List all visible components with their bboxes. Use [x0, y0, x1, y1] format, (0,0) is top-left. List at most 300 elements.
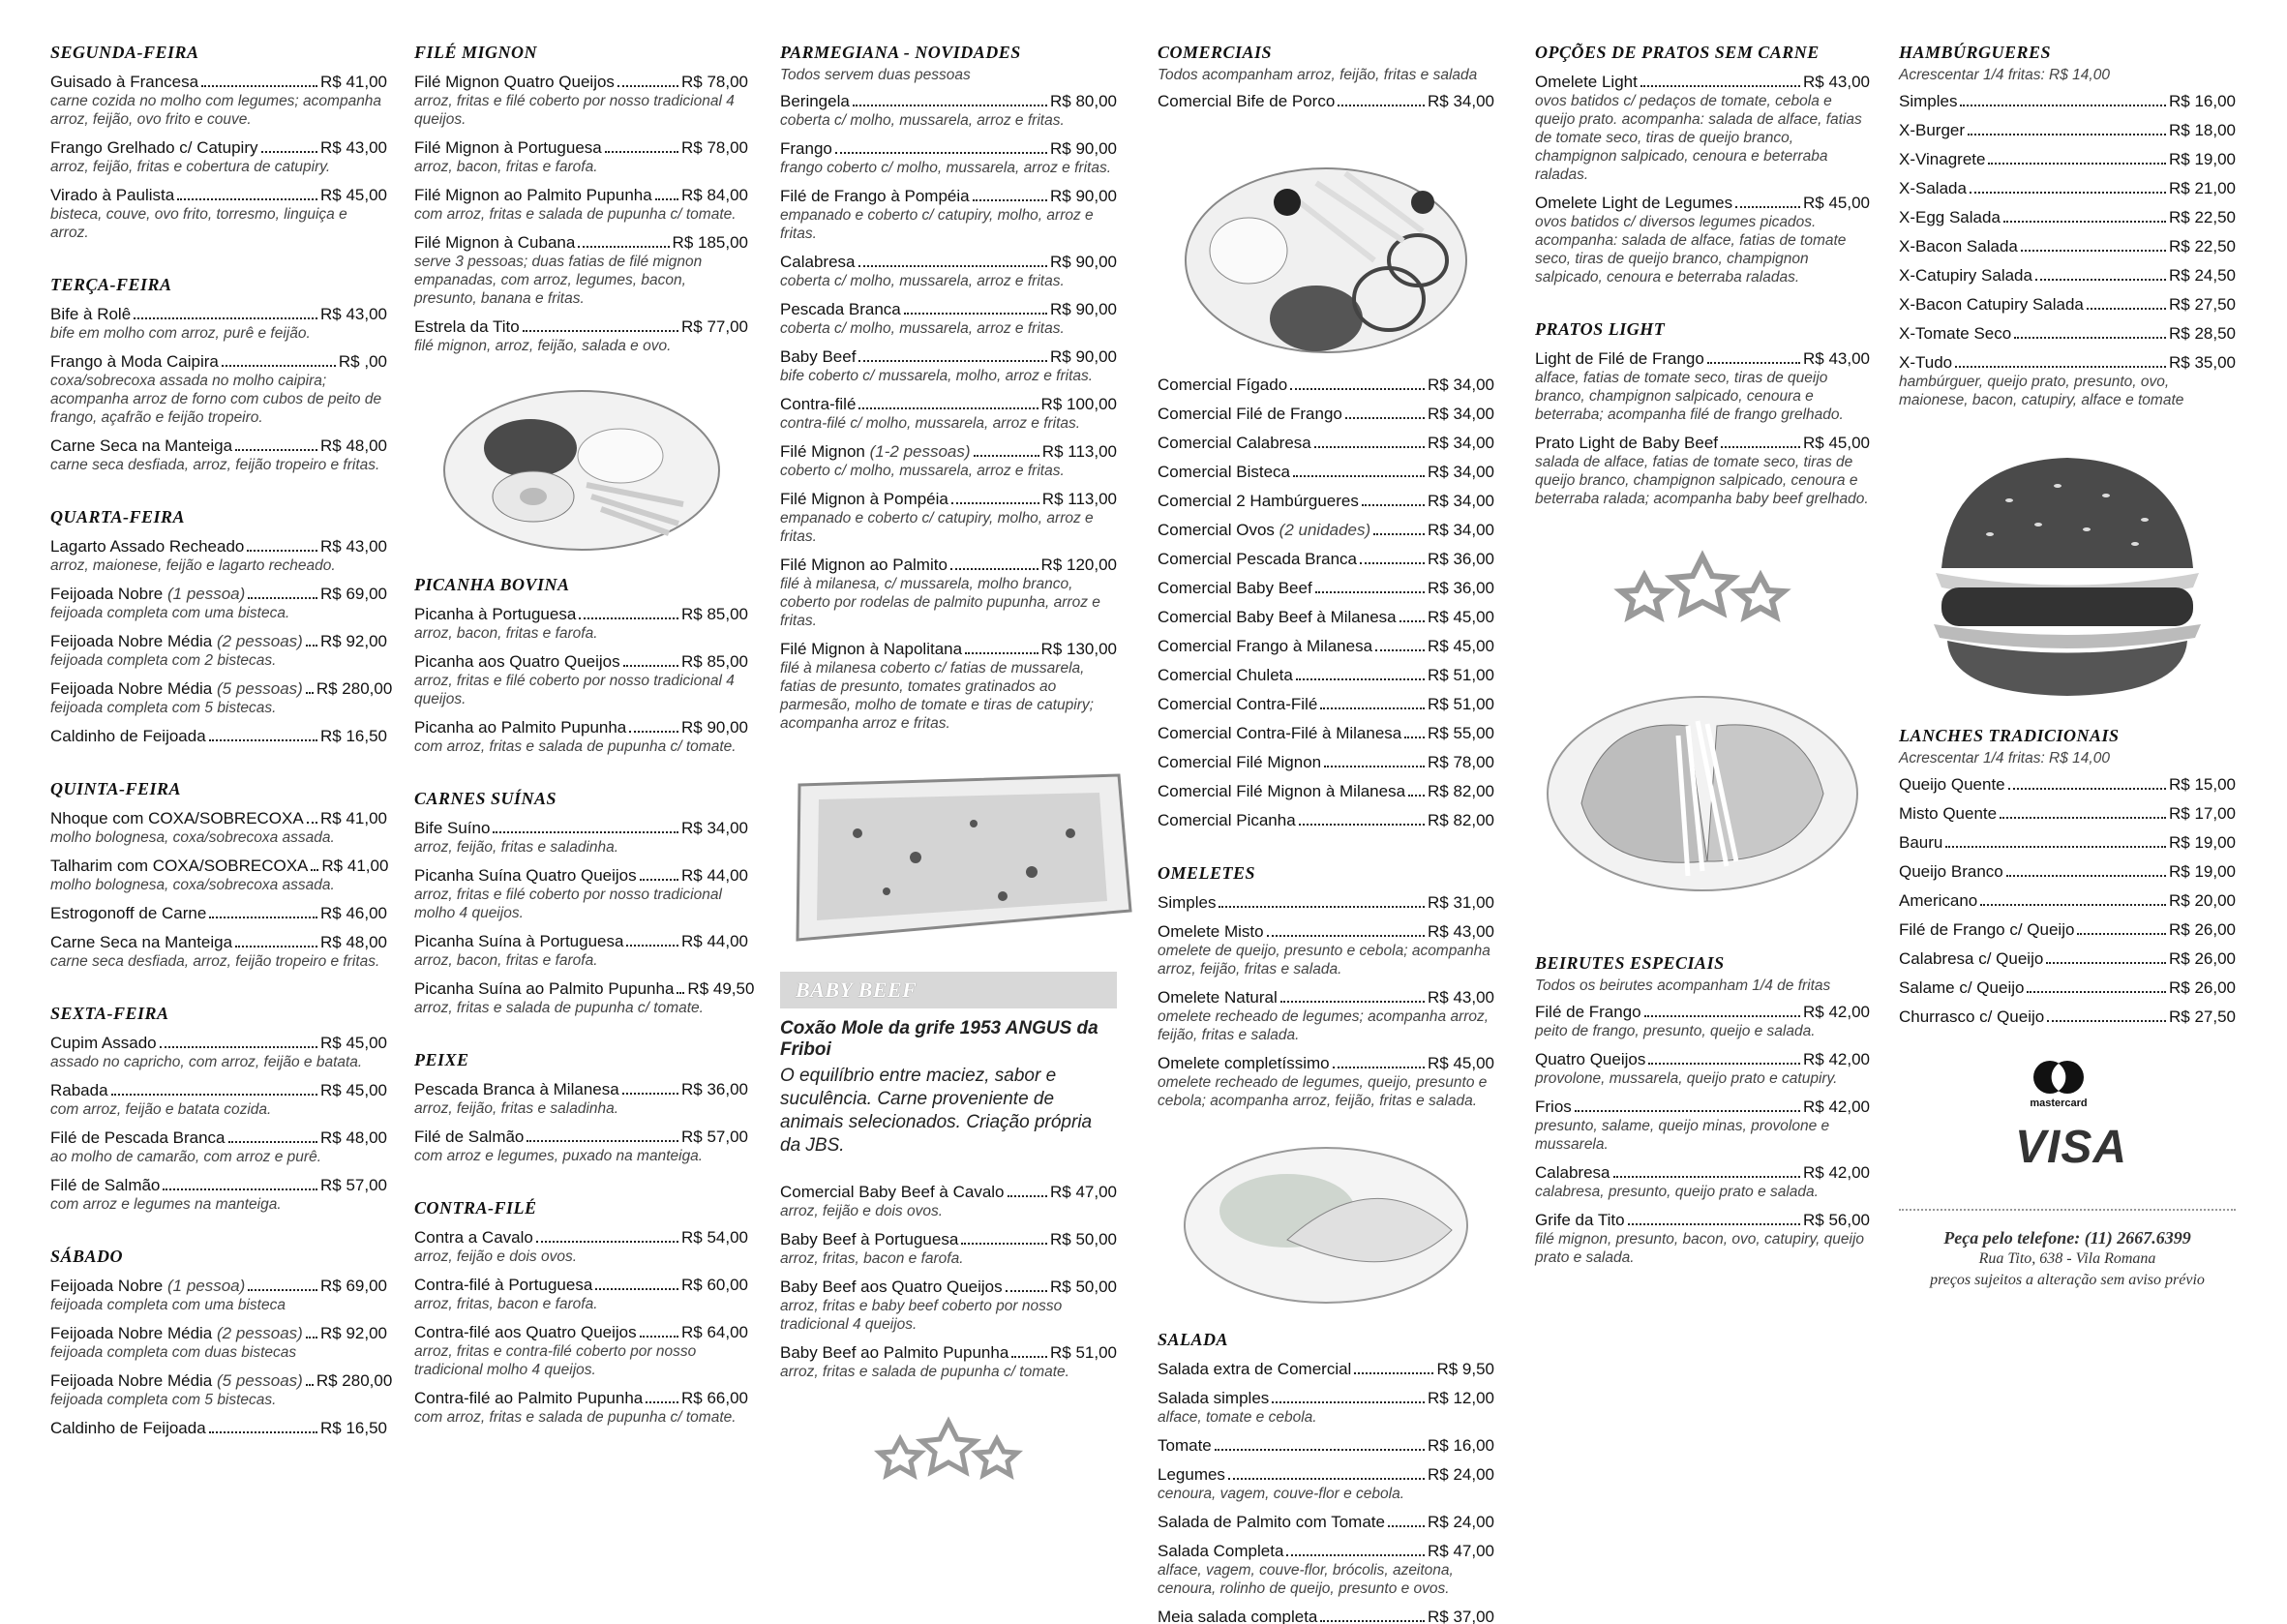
- menu-item-line: [414, 73, 748, 92]
- section-title: QUARTA-FEIRA: [50, 507, 186, 526]
- baby-beef-text: O equilíbrio entre maciez, sabor e suculência. Carne proveniente de animais selecionados. Criação própria da JBS.: [780, 1066, 1093, 1156]
- item-name-text: Contra a Cavalo: [414, 1228, 533, 1247]
- menu-section: [1158, 1330, 1494, 1624]
- item-name: [1158, 893, 1216, 913]
- item-name: [1535, 1050, 1645, 1069]
- menu-item-line: [780, 395, 1117, 414]
- menu-item-line: [414, 317, 748, 337]
- item-price: R$ 43,00: [1428, 922, 1494, 941]
- item-name: [1158, 637, 1372, 656]
- menu-item: [1899, 208, 2236, 227]
- menu-item: [1158, 1436, 1494, 1456]
- menu-item: [1158, 811, 1494, 830]
- item-description: alface, tomate e cebola.: [1158, 1409, 1317, 1426]
- item-price: R$ 90,00: [1050, 253, 1117, 271]
- menu-item: [1158, 434, 1494, 453]
- menu-item: [1158, 695, 1494, 714]
- item-description: feijoada completa com uma bisteca.: [50, 605, 290, 621]
- leader-dots: [2000, 817, 2166, 819]
- leader-dots: [677, 992, 684, 994]
- item-price: R$ 43,00: [1803, 349, 1870, 368]
- menu-column-4: [1158, 43, 1494, 1624]
- item-description: com arroz, feijão e batata cozida.: [50, 1101, 272, 1118]
- item-name: [50, 585, 245, 604]
- item-name: [50, 632, 303, 651]
- menu-column-1: [50, 43, 393, 1471]
- leader-dots: [2003, 221, 2166, 223]
- item-name-text: Comercial Baby Beef à Cavalo: [780, 1183, 1005, 1201]
- item-description: com arroz, fritas e salada de pupunha c/ tomate.: [414, 206, 737, 223]
- section-title: SEXTA-FEIRA: [50, 1004, 169, 1023]
- item-name-text: Salada Completa: [1158, 1542, 1284, 1560]
- item-price: R$ 130,00: [1040, 640, 1117, 658]
- menu-item-line: [414, 1323, 748, 1342]
- footer-note: preços sujeitos a alteração sem aviso prévio: [1930, 1272, 2205, 1288]
- menu-item-line: [50, 1128, 387, 1148]
- menu-item-line: [414, 605, 748, 624]
- menu-item: [50, 1081, 387, 1119]
- menu-item: [1158, 1054, 1494, 1110]
- item-price: R$ 35,00: [2169, 353, 2236, 372]
- menu-item-line: [414, 866, 748, 886]
- menu-item: [1899, 978, 2236, 998]
- item-name: [414, 718, 626, 737]
- menu-item: [50, 352, 387, 427]
- menu-item-line: [50, 186, 387, 205]
- item-description: omelete recheado de legumes; acompanha arroz, feijão, fritas e salada.: [1158, 1008, 1490, 1043]
- menu-item-line: [1158, 724, 1494, 743]
- item-name-text: Omelete Light: [1535, 73, 1638, 91]
- item-name-text: Filé Mignon Quatro Queijos: [414, 73, 615, 91]
- menu-item-line: [414, 138, 748, 158]
- leader-dots: [1290, 388, 1425, 390]
- item-name-text: Guisado à Francesa: [50, 73, 199, 91]
- item-price: R$ 43,00: [1428, 988, 1494, 1007]
- item-name-text: Comercial Frango à Milanesa: [1158, 637, 1373, 655]
- item-price: R$ 34,00: [1428, 376, 1494, 394]
- leader-dots: [311, 869, 318, 871]
- menu-item: [50, 679, 393, 717]
- menu-item: [1158, 92, 1494, 111]
- menu-item: [414, 1080, 748, 1118]
- item-name-text: Picanha aos Quatro Queijos: [414, 652, 620, 671]
- menu-item: [1899, 804, 2236, 824]
- item-description: carne seca desfiada, arroz, feijão tropeiro e fritas.: [50, 953, 380, 970]
- menu-item-line: [1158, 92, 1494, 111]
- item-name: [780, 395, 856, 414]
- item-name-text: Filé Mignon à Napolitana: [780, 640, 963, 658]
- item-quantity: (2 pessoas): [217, 1324, 303, 1342]
- item-name-text: Legumes: [1158, 1465, 1225, 1484]
- item-name-text: Filé Mignon à Portuguesa: [414, 138, 602, 157]
- item-name-text: Salada extra de Comercial: [1158, 1360, 1352, 1378]
- item-name-text: Omelete Misto: [1158, 922, 1264, 941]
- menu-item: [780, 300, 1117, 338]
- menu-item: [414, 1228, 748, 1266]
- leader-dots: [655, 198, 678, 200]
- menu-item-line: [780, 1230, 1117, 1249]
- item-name-text: Feijoada Nobre Média: [50, 632, 213, 650]
- menu-item-line: [1535, 1098, 1870, 1117]
- menu-item-line: [1158, 1542, 1494, 1561]
- menu-item: [414, 1389, 748, 1427]
- mastercard-logo: [2015, 1060, 2102, 1109]
- leader-dots: [578, 246, 669, 248]
- item-name: [1899, 92, 1957, 111]
- item-name-text: Feijoada Nobre Média: [50, 1324, 213, 1342]
- file-mignon-photo: [441, 388, 722, 557]
- menu-item-line: [50, 352, 387, 372]
- item-price: R$ 28,50: [2169, 324, 2236, 343]
- item-price: R$ 280,00: [316, 679, 393, 698]
- item-description: coberta c/ molho, mussarela, arroz e fritas.: [780, 273, 1065, 289]
- item-name-text: Calabresa: [1535, 1163, 1610, 1182]
- item-price: R$ 16,00: [1428, 1436, 1494, 1455]
- item-name: [1899, 775, 2005, 795]
- item-description: ovos batidos c/ pedaços de tomate, cebola e queijo prato. acompanha: salada de alface, fatias de tomate seco, tiras de queijo branco, champignon salpicado, cenoura e beterraba raladas.: [1535, 93, 1862, 183]
- section-title: SÁBADO: [50, 1247, 124, 1266]
- leader-dots: [306, 645, 317, 647]
- item-name: [1158, 550, 1357, 569]
- menu-item-line: [50, 727, 387, 746]
- menu-item: [1899, 949, 2236, 969]
- item-name-text: Picanha Suína à Portuguesa: [414, 932, 624, 950]
- item-description: hambúrguer, queijo prato, presunto, ovo, maionese, bacon, catupiry, alface e tomate: [1899, 374, 2184, 408]
- item-name: [1535, 194, 1732, 213]
- menu-item-line: [50, 1371, 393, 1391]
- item-name-text: Filé de Pescada Branca: [50, 1128, 226, 1147]
- item-price: R$ 90,00: [1050, 300, 1117, 318]
- item-quantity: (5 pessoas): [217, 679, 303, 698]
- item-price: R$ 43,00: [320, 537, 387, 556]
- item-description: arroz, fritas e filé coberto por nosso tradicional 4 queijos.: [414, 93, 735, 128]
- menu-item: [780, 395, 1117, 433]
- menu-item: [1158, 922, 1494, 978]
- leader-dots: [1644, 1015, 1800, 1017]
- item-name: [1158, 579, 1312, 598]
- menu-item: [414, 73, 748, 129]
- menu-item: [414, 718, 748, 756]
- section-title: QUINTA-FEIRA: [50, 779, 182, 798]
- item-name-text: Comercial Picanha: [1158, 811, 1296, 829]
- menu-item: [1158, 637, 1494, 656]
- item-price: R$ 82,00: [1428, 782, 1494, 800]
- item-name-text: Picanha ao Palmito Pupunha: [414, 718, 627, 737]
- menu-item-line: [1158, 608, 1494, 627]
- item-price: R$ 47,00: [1050, 1183, 1117, 1201]
- menu-item: [1899, 833, 2236, 853]
- item-price: R$ 36,00: [1428, 550, 1494, 568]
- menu-item-line: [1158, 579, 1494, 598]
- item-price: R$ 17,00: [2169, 804, 2236, 823]
- item-price: R$ 27,50: [2169, 1007, 2236, 1026]
- item-name: [1158, 463, 1290, 482]
- menu-item-line: [50, 1081, 387, 1100]
- item-name: [1535, 1163, 1610, 1183]
- leader-dots: [493, 831, 678, 833]
- leader-dots: [1314, 446, 1425, 448]
- menu-item-line: [780, 253, 1117, 272]
- menu-item: [414, 186, 748, 224]
- burger-photo: [1912, 442, 2222, 708]
- item-price: R$ 42,00: [1803, 1163, 1870, 1182]
- item-name-text: Meia salada completa: [1158, 1608, 1318, 1624]
- menu-item: [50, 1176, 387, 1214]
- leader-dots: [1360, 562, 1425, 564]
- item-name: [50, 186, 174, 205]
- menu-item: [780, 556, 1117, 630]
- menu-item-line: [1158, 1054, 1494, 1073]
- item-name: [50, 727, 206, 746]
- menu-item-line: [780, 556, 1117, 575]
- item-name-text: X-Catupiry Salada: [1899, 266, 2032, 285]
- menu-item-line: [50, 1034, 387, 1053]
- menu-item-line: [780, 139, 1117, 159]
- menu-item-line: [1899, 179, 2236, 198]
- menu-item-line: [50, 1324, 387, 1343]
- item-description: coberta c/ molho, mussarela, arroz e fritas.: [780, 112, 1065, 129]
- menu-item: [780, 1343, 1117, 1381]
- menu-item-line: [1158, 893, 1494, 913]
- menu-item: [1899, 121, 2236, 140]
- item-name-text: Salada de Palmito com Tomate: [1158, 1513, 1385, 1531]
- leader-dots: [1721, 446, 1800, 448]
- item-description: arroz, fritas, bacon e farofa.: [414, 1296, 598, 1312]
- leader-dots: [1648, 1063, 1800, 1065]
- item-name-text: Comercial Filé Mignon à Milanesa: [1158, 782, 1406, 800]
- item-price: R$ 64,00: [681, 1323, 748, 1341]
- item-name: [414, 1128, 524, 1147]
- section-title: FILÉ MIGNON: [414, 43, 538, 62]
- menu-section: [50, 275, 387, 474]
- item-name: [1535, 1003, 1641, 1022]
- visa-logo: VISA: [2015, 1122, 2128, 1173]
- menu-item-line: [1535, 73, 1870, 92]
- leader-dots: [1575, 1110, 1800, 1112]
- menu-section: [1158, 43, 1494, 111]
- item-name: [1899, 978, 2024, 998]
- leader-dots: [904, 313, 1047, 315]
- item-name-text: Baby Beef aos Quatro Queijos: [780, 1278, 1003, 1296]
- item-name: [780, 556, 948, 575]
- item-price: R$ 16,00: [2169, 92, 2236, 110]
- leader-dots: [235, 449, 317, 451]
- item-price: R$ 19,00: [2169, 150, 2236, 168]
- section-subtitle: Todos os beirutes acompanham 1/4 de fritas: [1535, 977, 1831, 994]
- item-name: [50, 1176, 160, 1195]
- item-name-text: X-Bacon Salada: [1899, 237, 2018, 256]
- item-price: R$ 26,00: [2169, 978, 2236, 997]
- item-price: R$ 12,00: [1428, 1389, 1494, 1407]
- item-price: R$ 49,50: [687, 979, 755, 998]
- item-description: bife coberto c/ mussarela, molho, arroz e fritas.: [780, 368, 1094, 384]
- item-name: [1158, 1542, 1283, 1561]
- item-price: R$ 51,00: [1050, 1343, 1117, 1362]
- section-subtitle: Todos servem duas pessoas: [780, 67, 971, 83]
- item-price: R$ 45,00: [1428, 1054, 1494, 1072]
- item-name-text: Filé de Frango à Pompéia: [780, 187, 970, 205]
- item-name-text: Comercial Filé Mignon: [1158, 753, 1322, 771]
- item-price: R$ 82,00: [1428, 811, 1494, 829]
- item-name: [414, 1080, 619, 1099]
- item-name-text: Feijoada Nobre: [50, 1277, 164, 1295]
- footer-divider: [1899, 1209, 2236, 1211]
- menu-item-line: [50, 904, 387, 923]
- item-name-text: Comercial 2 Hambúrgueres: [1158, 492, 1359, 510]
- item-price: R$ 120,00: [1040, 556, 1117, 574]
- item-description: feijoada completa com uma bisteca: [50, 1297, 286, 1313]
- item-name: [50, 436, 232, 456]
- menu-item-line: [780, 300, 1117, 319]
- leader-dots: [160, 1046, 317, 1048]
- item-price: R$ 51,00: [1428, 695, 1494, 713]
- item-name-text: Contra-filé aos Quatro Queijos: [414, 1323, 637, 1341]
- menu-item: [50, 585, 387, 622]
- item-name-text: Filé de Salmão: [50, 1176, 161, 1194]
- menu-section: [50, 507, 393, 746]
- menu-item-line: [1158, 922, 1494, 942]
- menu-item-line: [414, 1389, 748, 1408]
- item-name: [50, 1128, 226, 1148]
- menu-item: [1899, 891, 2236, 911]
- leader-dots: [961, 1243, 1047, 1245]
- item-name: [1158, 92, 1335, 111]
- menu-section: [1899, 43, 2236, 409]
- leader-dots: [605, 151, 678, 153]
- item-name-text: Comercial Ovos: [1158, 521, 1275, 539]
- item-name: [1899, 179, 1967, 198]
- item-name: [414, 932, 623, 951]
- item-name: [414, 819, 490, 838]
- section-title: OMELETES: [1158, 863, 1256, 883]
- leader-dots: [209, 1431, 317, 1433]
- item-price: R$ 20,00: [2169, 891, 2236, 910]
- item-name: [1899, 208, 2001, 227]
- item-name-text: Filé de Salmão: [414, 1128, 525, 1146]
- item-name-text: Picanha Suína ao Palmito Pupunha: [414, 979, 675, 998]
- menu-item-line: [1899, 121, 2236, 140]
- menu-item: [1535, 434, 1870, 508]
- menu-item: [780, 640, 1117, 733]
- item-name: [1535, 1211, 1625, 1230]
- menu-item-line: [1158, 782, 1494, 801]
- menu-item-line: [1158, 1465, 1494, 1485]
- item-description: feijoada completa com duas bistecas: [50, 1344, 297, 1361]
- leader-dots: [1296, 678, 1425, 680]
- item-price: R$ 41,00: [320, 809, 387, 827]
- menu-item: [1899, 920, 2236, 940]
- item-name: [1158, 782, 1405, 801]
- leader-dots: [974, 455, 1039, 457]
- leader-dots: [646, 1401, 678, 1403]
- item-name-text: X-Tudo: [1899, 353, 1953, 372]
- item-name: [414, 605, 576, 624]
- menu-item: [414, 138, 748, 176]
- menu-item: [1535, 1211, 1870, 1267]
- menu-item-line: [1899, 237, 2236, 256]
- item-name-text: Frango Grelhado c/ Catupiry: [50, 138, 258, 157]
- item-name: [50, 1324, 303, 1343]
- item-name: [414, 233, 575, 253]
- menu-item: [50, 933, 387, 971]
- menu-item-line: [1158, 405, 1494, 424]
- menu-item-line: [1899, 150, 2236, 169]
- menu-item: [50, 904, 387, 923]
- item-name-text: Comercial Filé de Frango: [1158, 405, 1342, 423]
- leader-dots: [951, 502, 1039, 504]
- item-name: [50, 537, 244, 556]
- item-description: molho bolognesa, coxa/sobrecoxa assada.: [50, 829, 335, 846]
- item-name: [1899, 150, 1985, 169]
- footer-phone: Peça pelo telefone: (11) 2667.6399: [1943, 1228, 2191, 1248]
- menu-item-line: [1899, 266, 2236, 286]
- item-description: empanado e coberto c/ catupiry, molho, arroz e fritas.: [780, 510, 1094, 545]
- menu-item: [50, 1324, 387, 1362]
- leader-dots: [1970, 192, 2166, 194]
- item-price: R$ 92,00: [320, 1324, 387, 1342]
- leader-dots: [1404, 737, 1425, 738]
- menu-item-line: [1899, 833, 2236, 853]
- menu-item: [414, 979, 755, 1017]
- item-description: arroz, bacon, fritas e farofa.: [414, 625, 598, 642]
- menu-item-line: [1899, 804, 2236, 824]
- menu-section: [50, 1004, 387, 1214]
- item-name-text: Comercial Chuleta: [1158, 666, 1293, 684]
- item-name-text: Prato Light de Baby Beef: [1535, 434, 1719, 452]
- leader-dots: [536, 1241, 678, 1243]
- section-title: BEIRUTES ESPECIAIS: [1535, 953, 1725, 973]
- menu-item-line: [50, 1176, 387, 1195]
- menu-item: [50, 1419, 387, 1438]
- leader-dots: [1640, 85, 1800, 87]
- menu-item: [780, 442, 1117, 480]
- leader-dots: [247, 550, 317, 552]
- item-name-text: Feijoada Nobre Média: [50, 679, 213, 698]
- menu-item-line: [780, 1343, 1117, 1363]
- item-name-text: Queijo Quente: [1899, 775, 2005, 794]
- item-name: [1158, 434, 1311, 453]
- item-description: presunto, salame, queijo minas, provolone e mussarela.: [1535, 1118, 1830, 1153]
- item-name-text: Comercial Baby Beef à Milanesa: [1158, 608, 1397, 626]
- item-name: [1535, 1098, 1572, 1117]
- item-price: R$ 43,00: [320, 138, 387, 157]
- menu-item-line: [1158, 637, 1494, 656]
- item-name: [1899, 121, 1965, 140]
- item-description: arroz, fritas e baby beef coberto por nosso tradicional 4 queijos.: [780, 1298, 1063, 1333]
- item-price: R$ 55,00: [1428, 724, 1494, 742]
- menu-column-5: [1535, 43, 1870, 1300]
- item-price: R$ 45,00: [1428, 637, 1494, 655]
- item-price: R$ 24,00: [1428, 1513, 1494, 1531]
- leader-dots: [2087, 308, 2166, 310]
- item-name: [780, 187, 970, 206]
- item-price: R$ 34,00: [1428, 492, 1494, 510]
- menu-item-line: [1158, 492, 1494, 511]
- menu-section: [50, 43, 387, 242]
- menu-section: [414, 789, 755, 1017]
- menu-item: [1158, 550, 1494, 569]
- menu-item: [50, 857, 387, 894]
- item-price: R$ 50,00: [1050, 1230, 1117, 1248]
- menu-section: [1158, 376, 1494, 830]
- item-description: arroz, fritas e filé coberto por nosso tradicional molho 4 queijos.: [414, 887, 722, 921]
- menu-item: [1899, 266, 2236, 286]
- menu-item-line: [1158, 463, 1494, 482]
- item-name-text: Frios: [1535, 1098, 1572, 1116]
- menu-item: [1535, 1050, 1870, 1088]
- item-name: [1158, 1608, 1317, 1624]
- menu-item-line: [1535, 349, 1870, 369]
